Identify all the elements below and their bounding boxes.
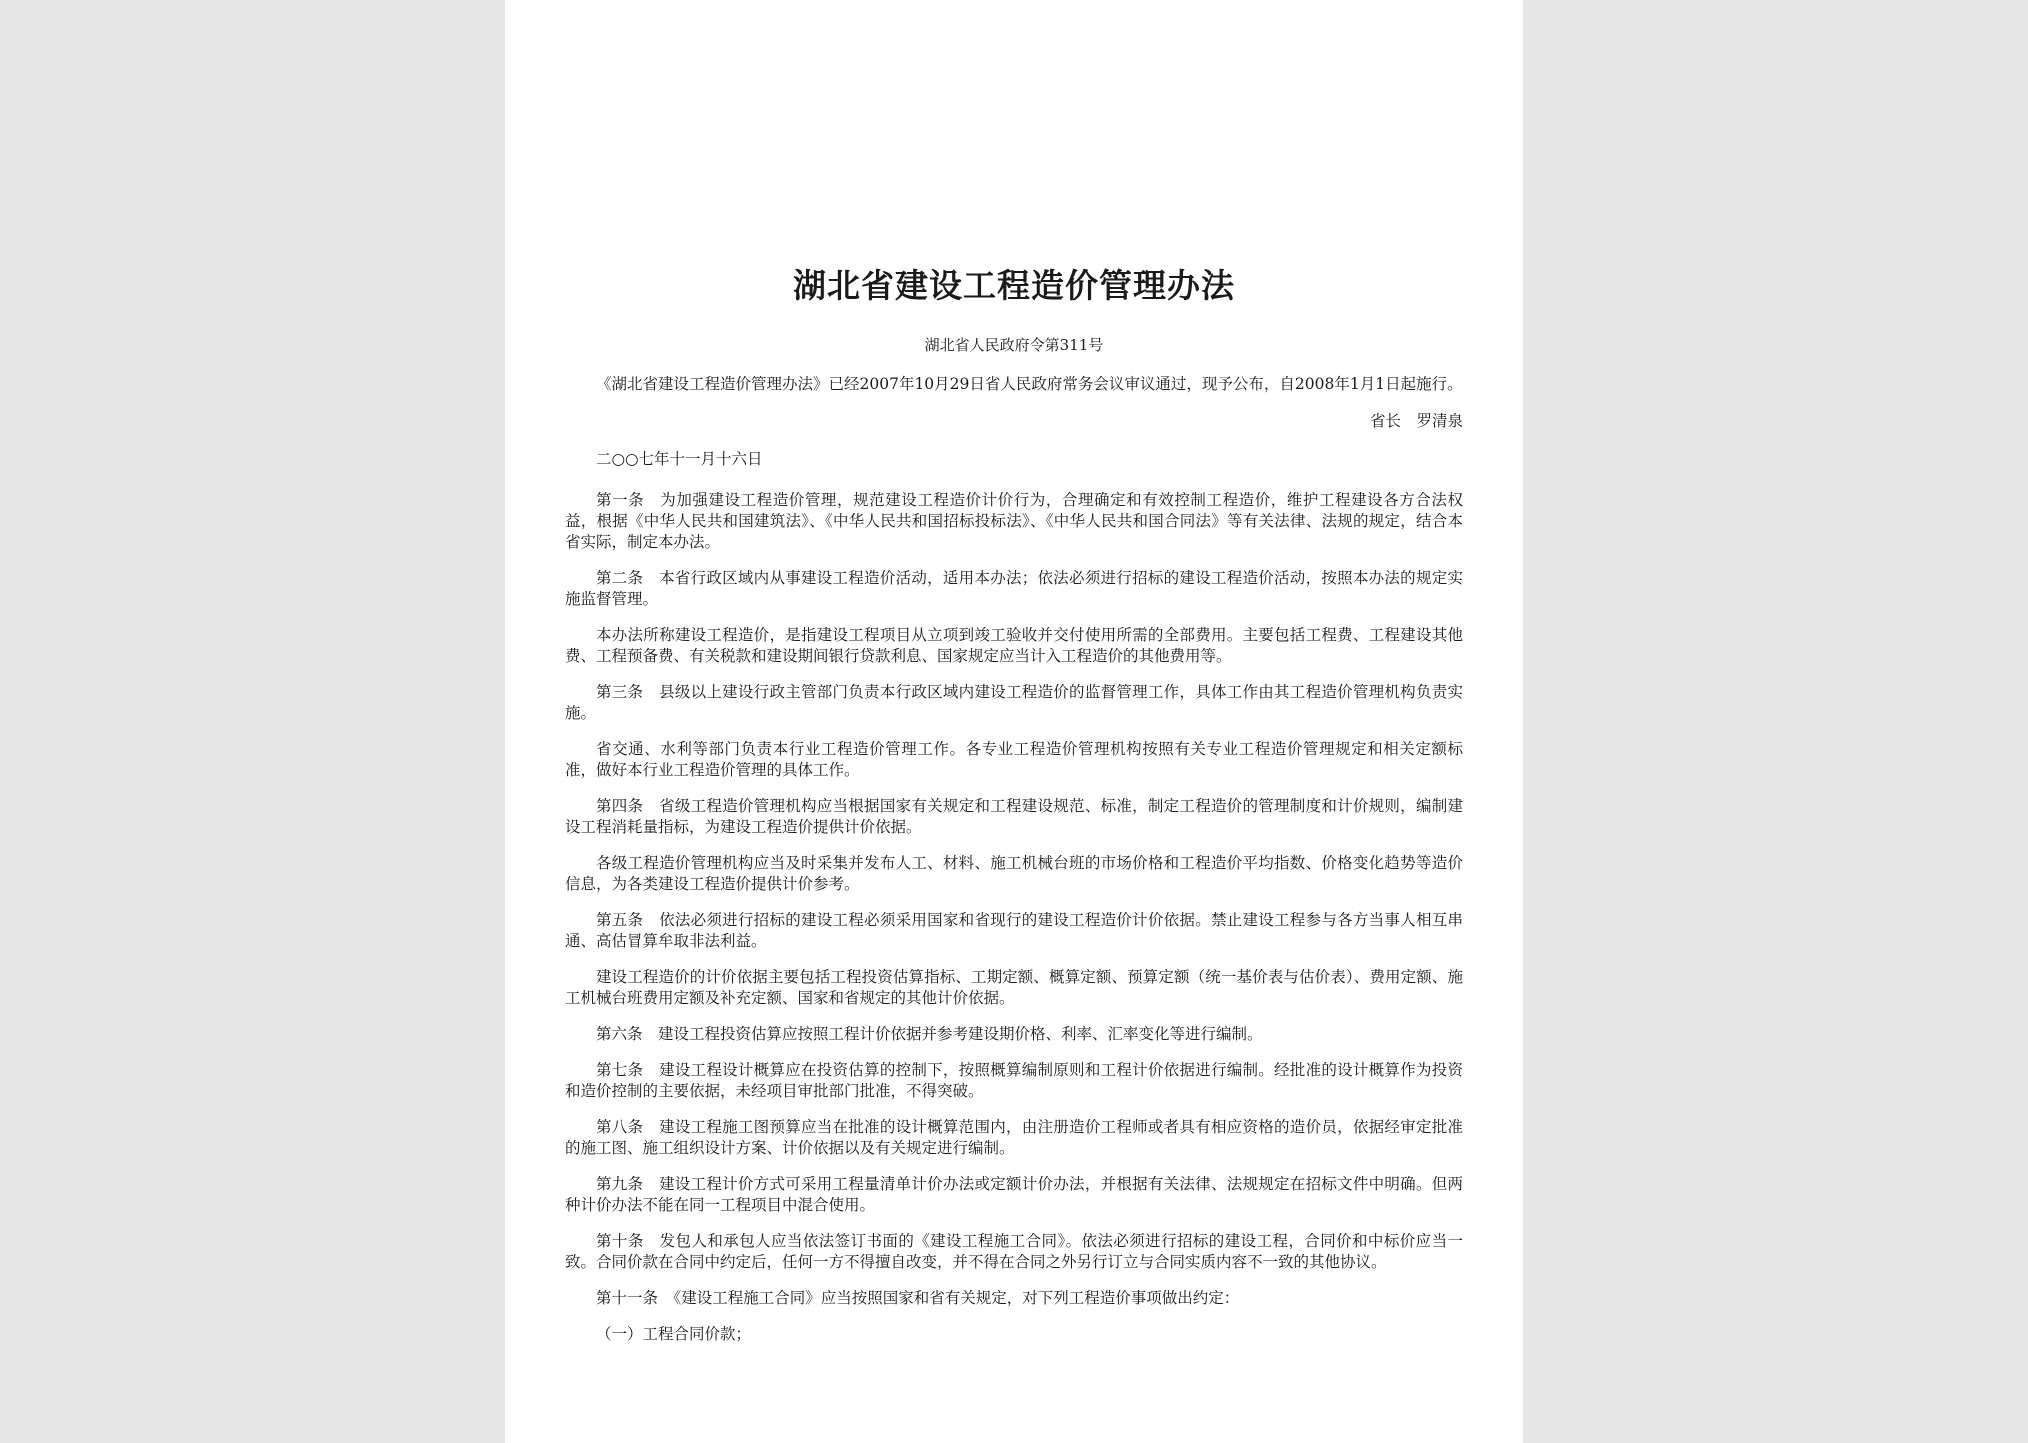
article-2: 第二条 本省行政区域内从事建设工程造价活动，适用本办法；依法必须进行招标的建设工程造价活动，按照本办法的规定实施监督管理。 bbox=[565, 569, 1463, 608]
issue-date: 二○○七年十一月十六日 bbox=[596, 450, 763, 468]
article-3: 第三条 县级以上建设行政主管部门负责本行政区域内建设工程造价的监督管理工作，具体工作由其工程造价管理机构负责实施。 bbox=[565, 683, 1463, 722]
article-5: 第五条 依法必须进行招标的建设工程必须采用国家和省现行的建设工程造价计价依据。禁止建设工程参与各方当事人相互串通、高估冒算牟取非法利益。 bbox=[565, 911, 1463, 950]
article-11-item-1: （一）工程合同价款； bbox=[596, 1325, 752, 1343]
article-6: 第六条 建设工程投资估算应按照工程计价依据并参考建设期价格、利率、汇率变化等进行编制。 bbox=[596, 1025, 1263, 1043]
article-4-paragraph-2: 各级工程造价管理机构应当及时采集并发布人工、材料、施工机械台班的市场价格和工程造价平均指数、价格变化趋势等造价信息，为各类建设工程造价提供计价参考。 bbox=[565, 854, 1463, 893]
article-7: 第七条 建设工程设计概算应在投资估算的控制下，按照概算编制原则和工程计价依据进行编制。经批准的设计概算作为投资和造价控制的主要依据，未经项目审批部门批准，不得突破。 bbox=[565, 1061, 1463, 1100]
article-11: 第十一条 《建设工程施工合同》应当按照国家和省有关规定，对下列工程造价事项做出约定： bbox=[596, 1289, 1240, 1307]
article-10: 第十条 发包人和承包人应当依法签订书面的《建设工程施工合同》。依法必须进行招标的建设工程，合同价和中标价应当一致。合同价款在合同中约定后，任何一方不得擅自改变，并不得在合同之外另行订立与合同实质内容不一致的其他协议。 bbox=[565, 1232, 1463, 1271]
article-3-paragraph-2: 省交通、水利等部门负责本行业工程造价管理工作。各专业工程造价管理机构按照有关专业工程造价管理规定和相关定额标准，做好本行业工程造价管理的具体工作。 bbox=[565, 740, 1463, 779]
document-page bbox=[505, 0, 1523, 1443]
article-5-paragraph-2: 建设工程造价的计价依据主要包括工程投资估算指标、工期定额、概算定额、预算定额（统一基价表与估价表）、费用定额、施工机械台班费用定额及补充定额、国家和省规定的其他计价依据。 bbox=[565, 968, 1463, 1007]
decree-number: 湖北省人民政府令第311号 bbox=[924, 336, 1104, 354]
article-4: 第四条 省级工程造价管理机构应当根据国家有关规定和工程建设规范、标准，制定工程造价的管理制度和计价规则，编制建设工程消耗量指标，为建设工程造价提供计价依据。 bbox=[565, 797, 1463, 836]
document-title: 湖北省建设工程造价管理办法 bbox=[793, 266, 1235, 305]
article-2-paragraph-2: 本办法所称建设工程造价，是指建设工程项目从立项到竣工验收并交付使用所需的全部费用。主要包括工程费、工程建设其他费、工程预备费、有关税款和建设期间银行贷款利息、国家规定应当计入工程造价的其他费用等。 bbox=[565, 626, 1463, 665]
intro-paragraph: 《湖北省建设工程造价管理办法》已经2007年10月29日省人民政府常务会议审议通过，现予公布，自2008年1月1日起施行。 bbox=[596, 375, 1463, 393]
article-9: 第九条 建设工程计价方式可采用工程量清单计价办法或定额计价办法，并根据有关法律、法规规定在招标文件中明确。但两种计价办法不能在同一工程项目中混合使用。 bbox=[565, 1175, 1463, 1214]
article-8: 第八条 建设工程施工图预算应当在批准的设计概算范围内，由注册造价工程师或者具有相应资格的造价员，依据经审定批准的施工图、施工组织设计方案、计价依据以及有关规定进行编制。 bbox=[565, 1118, 1463, 1157]
signer: 省长 罗清泉 bbox=[1369, 412, 1463, 430]
article-1: 第一条 为加强建设工程造价管理，规范建设工程造价计价行为，合理确定和有效控制工程造价，维护工程建设各方合法权益，根据《中华人民共和国建筑法》、《中华人民共和国招标投标法》、《中华人民共和国合同法》等有关法律、法规的规定，结合本省实际，制定本办法。 bbox=[565, 491, 1463, 551]
